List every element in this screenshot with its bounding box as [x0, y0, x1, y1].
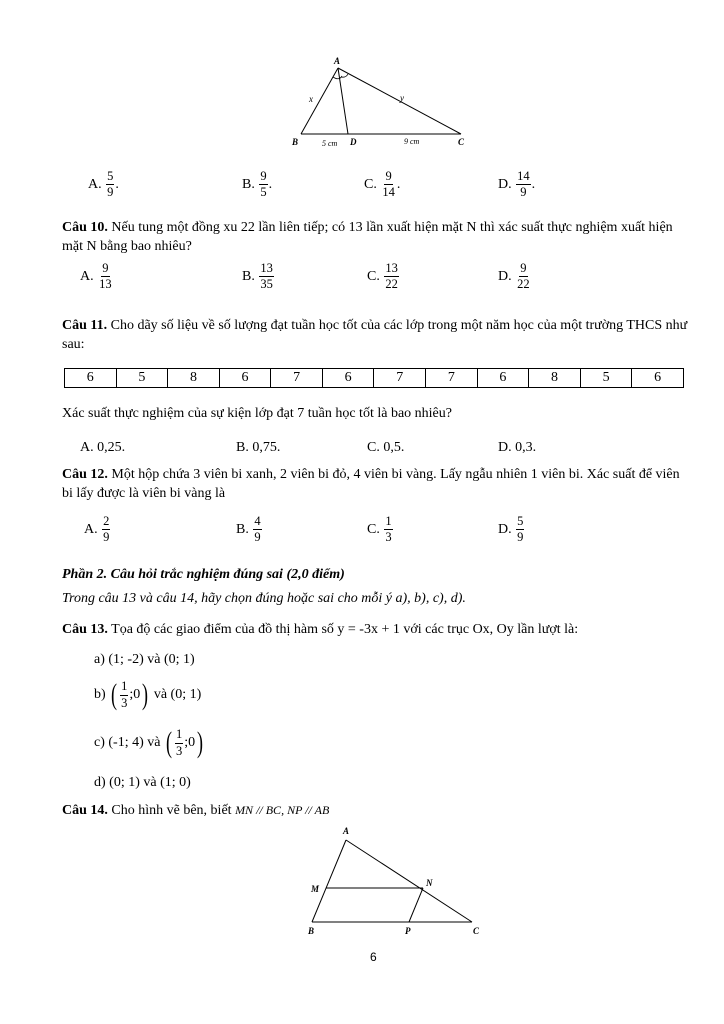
left-paren: ( — [165, 726, 172, 759]
q9-option-letter: D. — [498, 176, 512, 192]
question-text: Cho hình vẽ bên, biết — [107, 803, 236, 818]
option-letter: C. — [367, 268, 380, 284]
table-cell: 7 — [374, 369, 426, 388]
table-row — [65, 369, 684, 388]
question-13 — [62, 620, 692, 639]
q9-option-letter: B. — [242, 176, 255, 192]
denominator: 9 — [107, 185, 114, 200]
q10-option-c[interactable] — [367, 262, 400, 291]
angle-mark-a2 — [341, 74, 348, 77]
fraction — [102, 515, 110, 544]
numerator: 1 — [175, 728, 183, 743]
numerator: 5 — [516, 515, 524, 530]
segment-ab — [312, 840, 346, 922]
table-cell: 5 — [580, 369, 632, 388]
q9-option-c[interactable] — [364, 170, 400, 199]
item-label: c) (-1; 4) và — [94, 735, 161, 751]
table-cell: 7 — [271, 369, 323, 388]
table-cell: 8 — [529, 369, 581, 388]
fraction — [516, 515, 524, 544]
q13-item-c[interactable] — [94, 728, 205, 758]
fraction — [384, 515, 392, 544]
punct: . — [531, 176, 536, 192]
option-letter: B. — [242, 268, 255, 284]
label-c: C — [473, 926, 480, 936]
label-a: A — [343, 826, 350, 836]
question-14 — [62, 801, 692, 820]
table-cell: 6 — [632, 369, 684, 388]
item-suffix: và (0; 1) — [153, 687, 202, 703]
fraction — [381, 170, 396, 199]
data-table — [64, 368, 684, 388]
segment-ac — [346, 840, 472, 922]
label-x: x — [309, 94, 313, 104]
table-cell: 6 — [322, 369, 374, 388]
q9-option-d[interactable] — [498, 170, 535, 199]
denominator: 9 — [520, 185, 527, 200]
label-bd: 5 cm — [322, 139, 338, 148]
q10-option-a[interactable] — [80, 262, 114, 291]
denominator: 3 — [385, 530, 392, 545]
q9-option-b[interactable] — [242, 170, 272, 199]
label-a: A — [334, 56, 341, 66]
denominator: 3 — [175, 743, 183, 758]
right-paren: ) — [142, 678, 149, 711]
fraction — [259, 170, 267, 199]
numerator: 14 — [516, 170, 531, 185]
numerator: 9 — [101, 262, 109, 277]
numerator: 1 — [384, 515, 392, 530]
fraction — [175, 728, 183, 757]
q10-option-b[interactable] — [242, 262, 275, 291]
denominator: 3 — [121, 695, 128, 710]
numerator: 9 — [519, 262, 527, 277]
table-cell: 6 — [477, 369, 529, 388]
q9-option-a[interactable] — [88, 170, 119, 199]
label-b: B — [308, 926, 315, 936]
denominator: 9 — [517, 530, 524, 545]
fraction — [98, 262, 113, 291]
numerator: 5 — [106, 170, 114, 185]
q11-option-d[interactable]: D. 0,3. — [498, 440, 537, 455]
fraction — [106, 170, 114, 199]
denominator: 9 — [254, 530, 261, 545]
question-11 — [62, 316, 692, 354]
label-m: M — [311, 884, 320, 894]
punct: . — [115, 176, 119, 192]
label-d: D — [350, 137, 357, 147]
q11-option-b[interactable]: B. 0,75. — [236, 440, 281, 455]
denominator: 13 — [99, 277, 112, 292]
left-paren: ( — [111, 678, 118, 711]
table-cell: 5 — [116, 369, 168, 388]
denominator: 22 — [517, 277, 530, 292]
q11-option-a[interactable]: A. 0,25. — [80, 440, 126, 455]
question-text: Nếu tung một đồng xu 22 lần liên tiếp; có 13 lần xuất hiện mặt N thì xác suất thực nghiệm xuất hiện mặt N bằng bao nhiêu? — [62, 220, 673, 254]
question-condition: MN // BC, NP // AB — [235, 803, 330, 817]
coord-tail: ;0 — [184, 735, 196, 751]
fraction — [516, 262, 531, 291]
question-label: Câu 14. — [62, 803, 108, 818]
numerator: 1 — [120, 680, 128, 695]
option-letter: D. — [498, 268, 512, 284]
fraction — [384, 262, 399, 291]
fraction — [516, 170, 531, 199]
label-b: B — [292, 137, 299, 147]
part2-instruction: Trong câu 13 và câu 14, hãy chọn đúng hoặc sai cho mỗi ý a), b), c), d). — [62, 591, 466, 606]
numerator: 9 — [384, 170, 392, 185]
denominator: 22 — [385, 277, 398, 292]
question-10 — [62, 218, 692, 256]
segment-ad — [338, 68, 348, 134]
option-letter: A. — [84, 521, 98, 537]
option-letter: D. — [498, 521, 512, 537]
segment-np — [409, 888, 423, 922]
table-cell: 6 — [219, 369, 271, 388]
triangle-figure-1 — [286, 54, 476, 154]
label-y: y — [400, 93, 404, 103]
question-text: Cho dãy số liệu về số lượng đạt tuần học tốt của các lớp trong một năm học của một trường THCS như sau: — [62, 318, 688, 352]
option-letter: B. — [236, 521, 249, 537]
triangle-figure-2 — [302, 822, 492, 940]
segment-ab — [301, 68, 338, 134]
q11-option-c[interactable]: C. 0,5. — [367, 440, 405, 455]
question-label: Câu 10. — [62, 220, 108, 235]
numerator: 2 — [102, 515, 110, 530]
q12-option-b[interactable] — [236, 515, 263, 544]
question-12 — [62, 465, 692, 503]
label-c: C — [458, 137, 465, 147]
denominator: 14 — [382, 185, 395, 200]
numerator: 13 — [259, 262, 274, 277]
q12-option-a[interactable] — [84, 515, 111, 544]
page-number: 6 — [370, 950, 377, 964]
punct: . — [396, 176, 401, 192]
denominator: 35 — [260, 277, 273, 292]
right-paren: ) — [197, 726, 204, 759]
label-n: N — [426, 878, 433, 888]
table-cell: 8 — [168, 369, 220, 388]
denominator: 9 — [103, 530, 110, 545]
q13-item-a[interactable]: a) (1; -2) và (0; 1) — [94, 652, 195, 667]
q13-item-b[interactable] — [94, 680, 201, 710]
part2-title: Phần 2. Câu hỏi trắc nghiệm đúng sai (2,0 điểm) — [62, 567, 345, 582]
coord-tail: ;0 — [129, 687, 141, 703]
question-label: Câu 12. — [62, 467, 108, 482]
q13-item-d[interactable]: d) (0; 1) và (1; 0) — [94, 775, 191, 790]
option-letter: C. — [367, 521, 380, 537]
numerator: 13 — [384, 262, 399, 277]
numerator: 4 — [253, 515, 261, 530]
punct: . — [268, 176, 273, 192]
fraction — [259, 262, 274, 291]
numerator: 9 — [259, 170, 267, 185]
table-cell: 6 — [65, 369, 117, 388]
q10-option-d[interactable] — [498, 262, 532, 291]
label-dc: 9 cm — [404, 137, 420, 146]
q12-option-c[interactable] — [367, 515, 394, 544]
denominator: 5 — [260, 185, 267, 200]
q11-subquestion: Xác suất thực nghiệm của sự kiện lớp đạt 7 tuần học tốt là bao nhiêu? — [62, 406, 452, 421]
fraction — [120, 680, 128, 709]
question-text: Một hộp chứa 3 viên bi xanh, 2 viên bi đỏ, 4 viên bi vàng. Lấy ngẫu nhiên 1 viên bi. Xác suất để viên bi lấy được là viên bi vàng là — [62, 467, 680, 501]
fraction — [253, 515, 261, 544]
q12-option-d[interactable] — [498, 515, 525, 544]
angle-mark-a — [333, 76, 342, 79]
question-text: Tọa độ các giao điểm của đồ thị hàm số y = -3x + 1 với các trục Ox, Oy lần lượt là: — [107, 622, 579, 637]
option-letter: A. — [80, 268, 94, 284]
question-label: Câu 11. — [62, 318, 108, 333]
label-p: P — [405, 926, 411, 936]
item-label: b) — [94, 687, 106, 703]
table-cell: 7 — [426, 369, 478, 388]
q9-option-letter: C. — [364, 176, 377, 192]
question-label: Câu 13. — [62, 622, 108, 637]
q9-option-letter: A. — [88, 176, 102, 192]
